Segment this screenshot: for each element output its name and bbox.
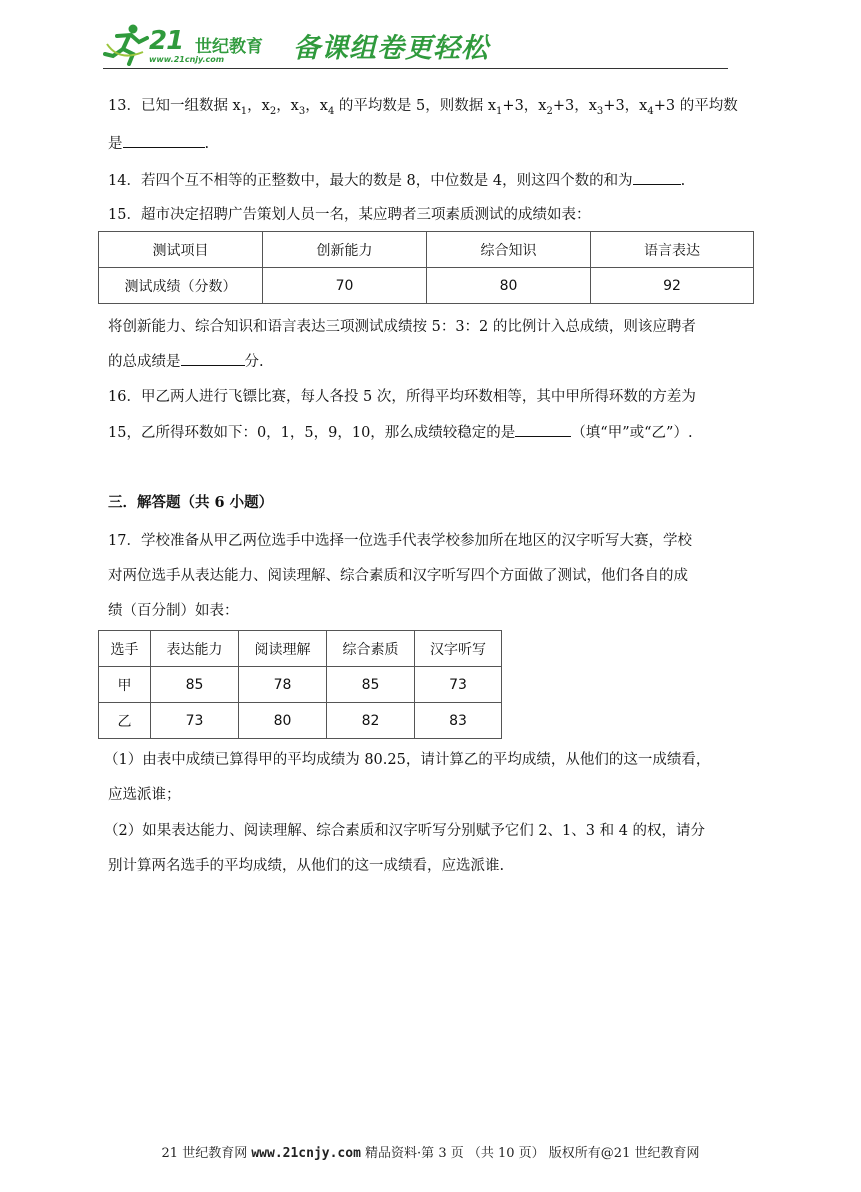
header-rule [103, 68, 728, 69]
question-15: 15．超市决定招聘广告策划人员一名，某应聘者三项素质测试的成绩如表： [108, 207, 591, 223]
table-cell: 甲 [99, 667, 151, 703]
table-cell: 78 [239, 667, 327, 703]
table-cell: 92 [591, 268, 754, 304]
table-header-cell: 综合素质 [327, 631, 415, 667]
answer-blank [123, 133, 205, 148]
question-17-part2-line2: 别计算两名选手的平均成绩，从他们的这一成绩看，应选派谁. [108, 858, 505, 874]
footer-left: 21 世纪教育网 [161, 1146, 252, 1161]
table-cell: 80 [239, 703, 327, 739]
question-17-table [98, 630, 502, 739]
page-header [103, 22, 728, 72]
table-header-cell: 选手 [99, 631, 151, 667]
footer-url: www.21cnjy.com [251, 1146, 361, 1161]
table-cell: 73 [151, 703, 239, 739]
question-15-table [98, 231, 754, 304]
table-cell: 82 [327, 703, 415, 739]
table-header-row [99, 631, 502, 667]
question-17-part1-line1: （1）由表中成绩已算得甲的平均成绩为 80.25，请计算乙的平均成绩，从他们的这一成绩看， [104, 752, 711, 768]
question-13-line1: 13．已知一组数据 $x_1$，$x_2$，$x_3$，$x_4$ 的平均数是 5，则数据 $x_1+3$，$x_2+3$，$x_3+3$，$x_4+3$ 的平均数 [108, 98, 738, 117]
question-15-after-line2: 的总成绩是 分. [108, 351, 264, 372]
table-row [99, 667, 502, 703]
running-man-icon [103, 22, 149, 66]
question-14: 14．若四个互不相等的正整数中，最大的数是 8，中位数是 4，则这四个数的和为 . [108, 170, 685, 191]
table-header-cell: 综合知识 [427, 232, 591, 268]
table-cell: 70 [263, 268, 427, 304]
question-17-part1-line2: 应选派谁； [108, 787, 181, 803]
question-17-line2: 对两位选手从表达能力、阅读理解、综合素质和汉字听写四个方面做了测试，他们各自的成 [108, 568, 688, 584]
question-15-after-line1: 将创新能力、综合知识和语言表达三项测试成绩按 5：3：2 的比例计入总成绩，则该应聘者 [108, 319, 696, 335]
table-cell: 73 [415, 667, 502, 703]
table-cell: 83 [415, 703, 502, 739]
table-row [99, 703, 502, 739]
table-header-cell: 汉字听写 [415, 631, 502, 667]
section-heading: 三．解答题（共 6 小题） [108, 494, 274, 511]
table-header-cell: 语言表达 [591, 232, 754, 268]
page-footer [0, 1142, 861, 1161]
table-header-cell: 创新能力 [263, 232, 427, 268]
logo-url: www.21cnjy.com [149, 55, 225, 64]
question-17-line1: 17．学校准备从甲乙两位选手中选择一位选手代表学校参加所在地区的汉字听写大赛，学校 [108, 533, 692, 549]
question-13-line2: 是 . [108, 133, 209, 154]
table-row [99, 268, 754, 304]
table-header-cell: 表达能力 [151, 631, 239, 667]
question-16-line1: 16．甲乙两人进行飞镖比赛，每人各投 5 次，所得平均环数相等，其中甲所得环数的方差为 [108, 389, 696, 405]
question-17-line3: 绩（百分制）如表： [108, 603, 239, 619]
answer-blank [515, 422, 571, 437]
logo-text: 世纪教育 [195, 37, 263, 57]
answer-blank [181, 351, 245, 366]
footer-right: 精品资料·第 3 页 （共 10 页） 版权所有@21 世纪教育网 [360, 1146, 700, 1161]
table-cell: 乙 [99, 703, 151, 739]
answer-blank [633, 170, 681, 185]
table-cell: 85 [327, 667, 415, 703]
question-16-line2: 15，乙所得环数如下：0，1，5，9，10，那么成绩较稳定的是 （填“甲”或“乙”）. [108, 422, 693, 443]
table-header-cell: 测试项目 [99, 232, 263, 268]
table-cell: 测试成绩（分数） [99, 268, 263, 304]
header-slogan: 备课组卷更轻松 [293, 33, 489, 64]
table-cell: 80 [427, 268, 591, 304]
table-cell: 85 [151, 667, 239, 703]
logo-number: 21 [149, 26, 184, 56]
question-17-part2-line1: （2）如果表达能力、阅读理解、综合素质和汉字听写分别赋予它们 2、1、3 和 4 的权，请分 [104, 823, 706, 839]
table-header-row [99, 232, 754, 268]
table-header-cell: 阅读理解 [239, 631, 327, 667]
